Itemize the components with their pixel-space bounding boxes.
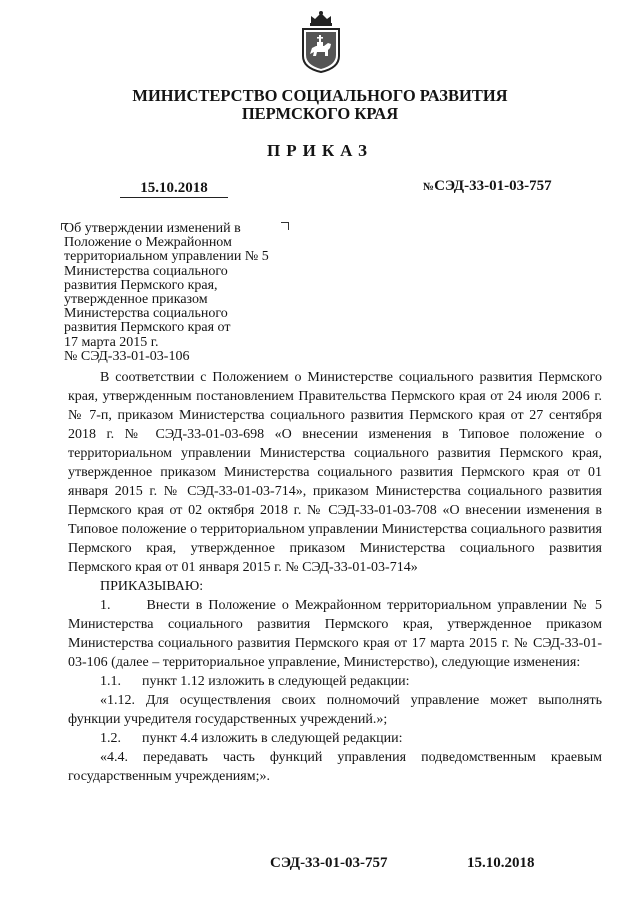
order-date: 15.10.2018: [120, 180, 228, 198]
order-word: ПРИКАЗЫВАЮ:: [100, 579, 204, 594]
item-1-1-text: «1.12. Для осуществления своих полномочий управление может выполнять функции учредителя государственных учреждений.»;: [68, 693, 602, 727]
number-symbol: №: [423, 181, 435, 193]
perm-krai-coat-of-arms-icon: [295, 10, 347, 74]
item-1-1-paragraph: 1.1. пункт 1.12 изложить в следующей редакции:: [100, 674, 410, 689]
footer-order-date: 15.10.2018: [467, 855, 535, 871]
order-number-value: СЭД-33-01-03-757: [434, 178, 552, 194]
item-1-2-text: «4.4. передавать часть функций управления подведомственным краевым государственным учреждениям;».: [68, 750, 602, 784]
order-subject: [64, 222, 294, 364]
subject-line: 17 марта 2015 г.: [64, 334, 159, 350]
subject-line: Министерства социального: [64, 263, 228, 279]
subject-line: Об утверждении изменений в: [64, 221, 241, 236]
subject-line: утвержденное приказом: [64, 292, 208, 308]
subject-line: развития Пермского края от: [64, 320, 231, 336]
order-title: ПРИКАЗ: [267, 141, 373, 160]
ministry-name-line2: ПЕРМСКОГО КРАЯ: [241, 104, 399, 123]
subject-line: Министерства социального: [64, 306, 228, 322]
subject-line: Положение о Межрайонном: [64, 235, 232, 251]
item-1-paragraph: 1. Внести в Положение о Межрайонном территориальном управлении № 5 Министерства социального развития Пермского края, утвержденное приказом Министерства социального развития Пермского края от 17 марта 2015 г. № СЭД-33-01-03-106 (далее – территориальное управление, Министерство), следующие изменения:: [68, 598, 602, 670]
item-1-2-paragraph: 1.2. пункт 4.4 изложить в следующей редакции:: [100, 731, 403, 746]
ministry-name-line1: МИНИСТЕРСТВО СОЦИАЛЬНОГО РАЗВИТИЯ: [132, 86, 508, 105]
subject-line: территориальном управлении № 5: [64, 249, 269, 265]
order-number: [423, 178, 552, 195]
subject-line: № СЭД-33-01-03-106: [64, 348, 190, 364]
footer-order-number: СЭД-33-01-03-757: [270, 855, 388, 871]
order-body: [68, 368, 602, 786]
preamble-paragraph: В соответствии с Положением о Министерстве социального развития Пермского края, утвержденным постановлением Правительства Пермского края от 24 июля 2006 г. № 7-п, приказом Министерства социального развития Пермского края от 27 сентября 2018 г. № СЭД-33-01-03-698 «О внесении изменения в Типовое положение о территориальном управлении Министерства социального развития Пермского края, утвержденное приказом Министерства социального развития Пермского края от 01 января 2015 г. № СЭД-33-01-03-714», приказом Министерства социального развития Пермского края от 02 октября 2018 г. № СЭД-33-01-03-708 «О внесении изменения в Типовое положение о территориальном управлении Министерства социального развития Пермского края, утвержденное приказом Министерства социального развития Пермского края от 01 января 2015 г. № СЭД-33-01-03-714»: [68, 370, 602, 575]
subject-line: развития Пермского края,: [64, 277, 218, 293]
